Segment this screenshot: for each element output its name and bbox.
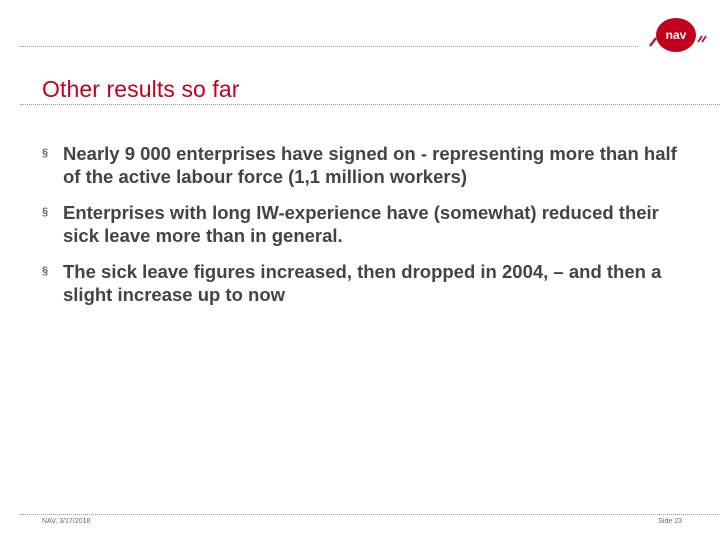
nav-logo-icon xyxy=(646,14,708,54)
bullet-icon: § xyxy=(42,265,49,277)
logo-text: nav xyxy=(665,28,687,42)
slide-title: Other results so far xyxy=(42,76,240,102)
footer-page-number: Side 23 xyxy=(658,518,682,525)
bullet-text: Enterprises with long IW-experience have (somewhat) reduced their sick leave more than in general. xyxy=(63,202,659,246)
bullet-item xyxy=(42,201,682,247)
logo-slash-right-2 xyxy=(702,36,706,42)
bullet-icon: § xyxy=(42,206,49,218)
bullet-list xyxy=(42,142,682,319)
logo-slash-left xyxy=(650,38,656,46)
footer-divider xyxy=(20,514,720,515)
top-divider xyxy=(20,46,638,47)
bullet-text: The sick leave figures increased, then dropped in 2004, – and then a slight increase up to now xyxy=(63,261,662,305)
footer-date: NAV, 3/17/2018 xyxy=(42,518,91,525)
bullet-item xyxy=(42,142,682,188)
logo-slash-right-1 xyxy=(698,36,702,42)
bullet-text: Nearly 9 000 enterprises have signed on - representing more than half of the active labour force (1,1 million workers) xyxy=(63,143,677,187)
title-divider xyxy=(20,104,720,105)
bullet-icon: § xyxy=(42,147,49,159)
bullet-item xyxy=(42,260,682,306)
